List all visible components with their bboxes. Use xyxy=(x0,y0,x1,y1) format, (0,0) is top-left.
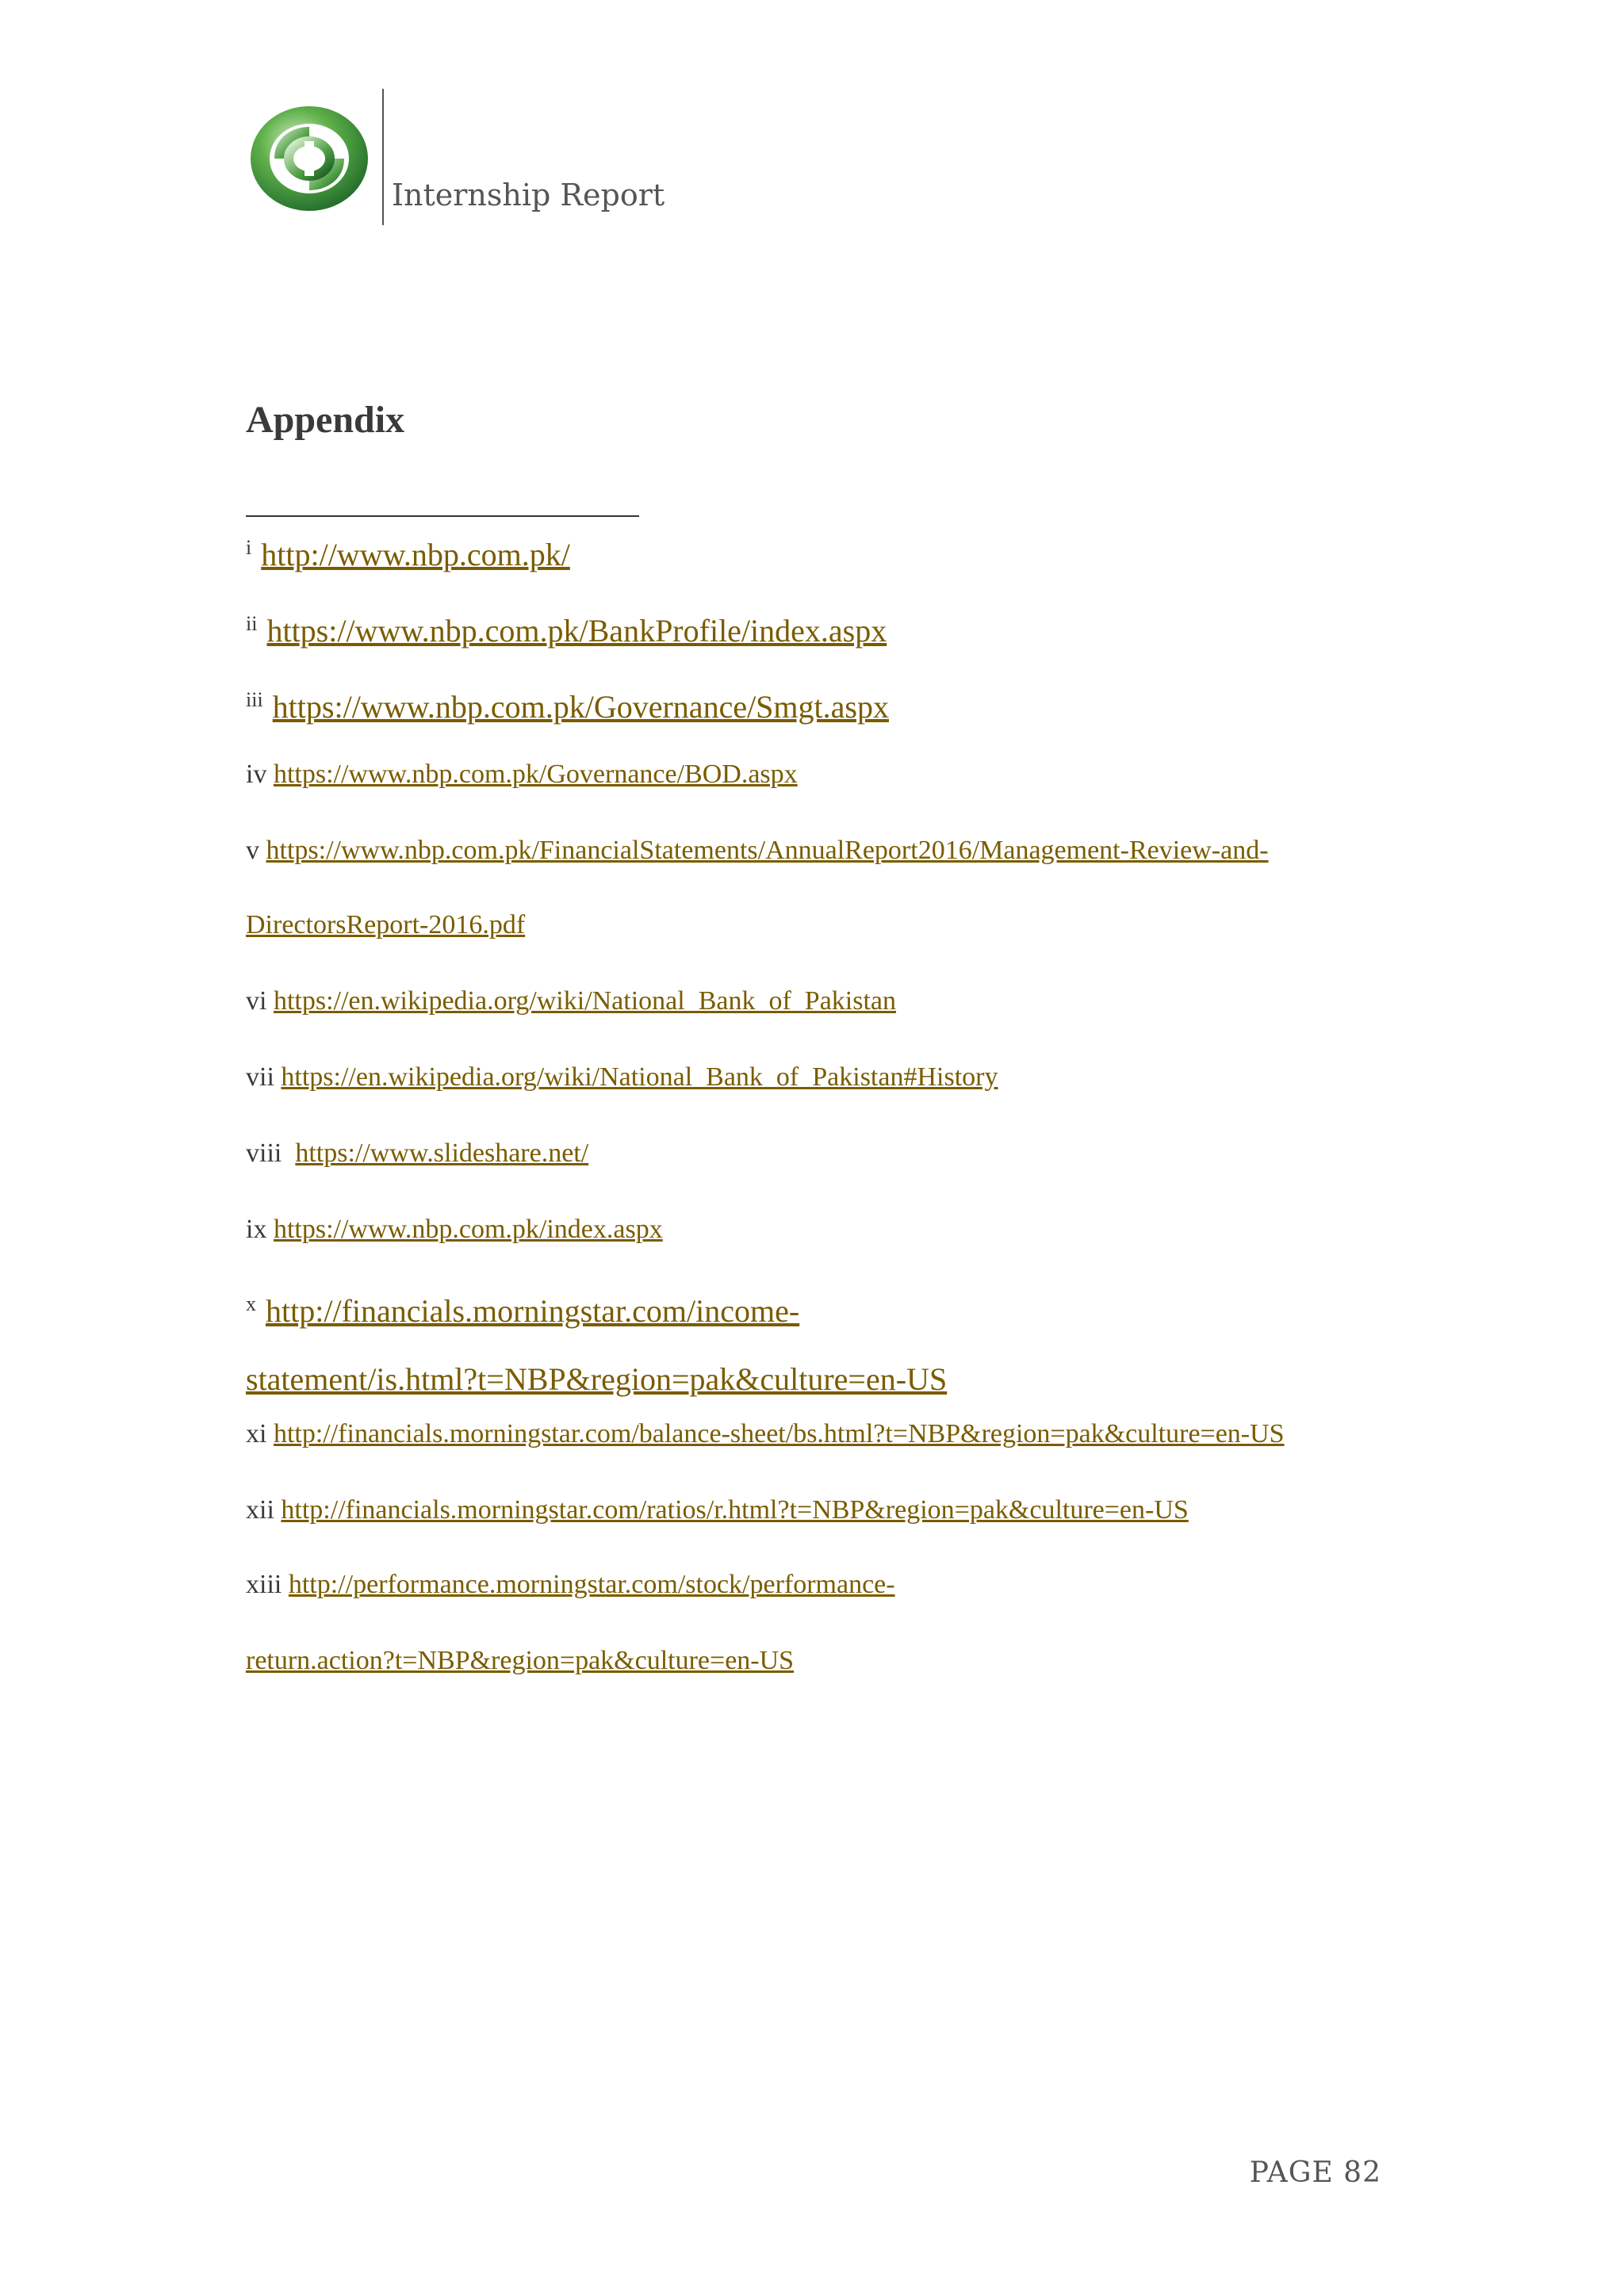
footnote-marker: i xyxy=(246,536,252,559)
nbp-logo-icon xyxy=(243,98,376,217)
footnote-item xyxy=(246,836,1269,866)
footnote-link[interactable]: statement/is.html?t=NBP&region=pak&culture=en-US xyxy=(246,1361,948,1397)
footnote-marker: ii xyxy=(246,612,258,635)
header-divider xyxy=(382,89,384,225)
footnote-link[interactable]: DirectorsReport-2016.pdf xyxy=(246,910,526,939)
footnote-marker: xii xyxy=(246,1495,274,1525)
footnote-link[interactable]: https://www.nbp.com.pk/index.aspx xyxy=(273,1215,663,1244)
footnote-link[interactable]: https://www.nbp.com.pk/FinancialStatements/AnnualReport2016/Management-Review-and- xyxy=(266,836,1269,865)
footnote-link[interactable]: http://www.nbp.com.pk/ xyxy=(261,537,570,572)
page-title: Appendix xyxy=(246,399,405,441)
footnote-item xyxy=(246,1138,588,1169)
footnote-item xyxy=(246,1570,895,1600)
footnote-marker: ix xyxy=(246,1215,267,1244)
footnote-continuation xyxy=(246,1360,947,1398)
footnote-separator xyxy=(246,515,639,517)
footnote-marker: iv xyxy=(246,760,267,789)
page-number: PAGE 82 xyxy=(1249,2156,1381,2189)
footnote-item xyxy=(246,1215,663,1245)
footnote-item xyxy=(246,536,570,573)
footnote-marker: v xyxy=(246,836,259,865)
footnote-link[interactable]: https://www.slideshare.net/ xyxy=(295,1138,589,1168)
footnote-marker: iii xyxy=(246,688,263,711)
header-title: Internship Report xyxy=(392,178,665,212)
footnote-continuation xyxy=(246,910,525,940)
footnote-marker: vi xyxy=(246,986,267,1016)
footnote-item xyxy=(246,612,887,649)
footnote-link[interactable]: https://www.nbp.com.pk/BankProfile/index.aspx xyxy=(266,613,887,649)
footnote-item xyxy=(246,688,889,725)
footnote-marker: xiii xyxy=(246,1570,282,1599)
footnote-link[interactable]: https://en.wikipedia.org/wiki/National_Bank_of_Pakistan xyxy=(273,986,897,1016)
footnote-link[interactable]: http://financials.morningstar.com/ratios/r.html?t=NBP&region=pak&culture=en-US xyxy=(281,1495,1189,1525)
footnote-link[interactable]: https://en.wikipedia.org/wiki/National_Bank_of_Pakistan#History xyxy=(281,1062,998,1092)
footnote-link[interactable]: http://performance.morningstar.com/stock/performance- xyxy=(288,1570,895,1599)
footnote-marker: viii xyxy=(246,1138,282,1168)
footnote-marker: vii xyxy=(246,1062,274,1092)
footnote-marker: xi xyxy=(246,1419,267,1448)
footnote-item xyxy=(246,760,798,790)
footnote-continuation xyxy=(246,1646,794,1676)
footnote-marker: x xyxy=(246,1292,256,1315)
footnote-link[interactable]: https://www.nbp.com.pk/Governance/Smgt.aspx xyxy=(272,689,889,725)
footnote-link[interactable]: http://financials.morningstar.com/income- xyxy=(266,1293,800,1329)
footnote-item xyxy=(246,1292,799,1330)
footnote-item xyxy=(246,1495,1189,1525)
footnote-item xyxy=(246,986,896,1016)
footnote-link[interactable]: http://financials.morningstar.com/balance-sheet/bs.html?t=NBP&region=pak&culture=en-US xyxy=(273,1419,1285,1448)
footnote-item xyxy=(246,1419,1285,1449)
footnote-link[interactable]: return.action?t=NBP&region=pak&culture=en-US xyxy=(246,1646,795,1675)
footnote-link[interactable]: https://www.nbp.com.pk/Governance/BOD.aspx xyxy=(273,760,798,789)
footnote-item xyxy=(246,1062,998,1093)
